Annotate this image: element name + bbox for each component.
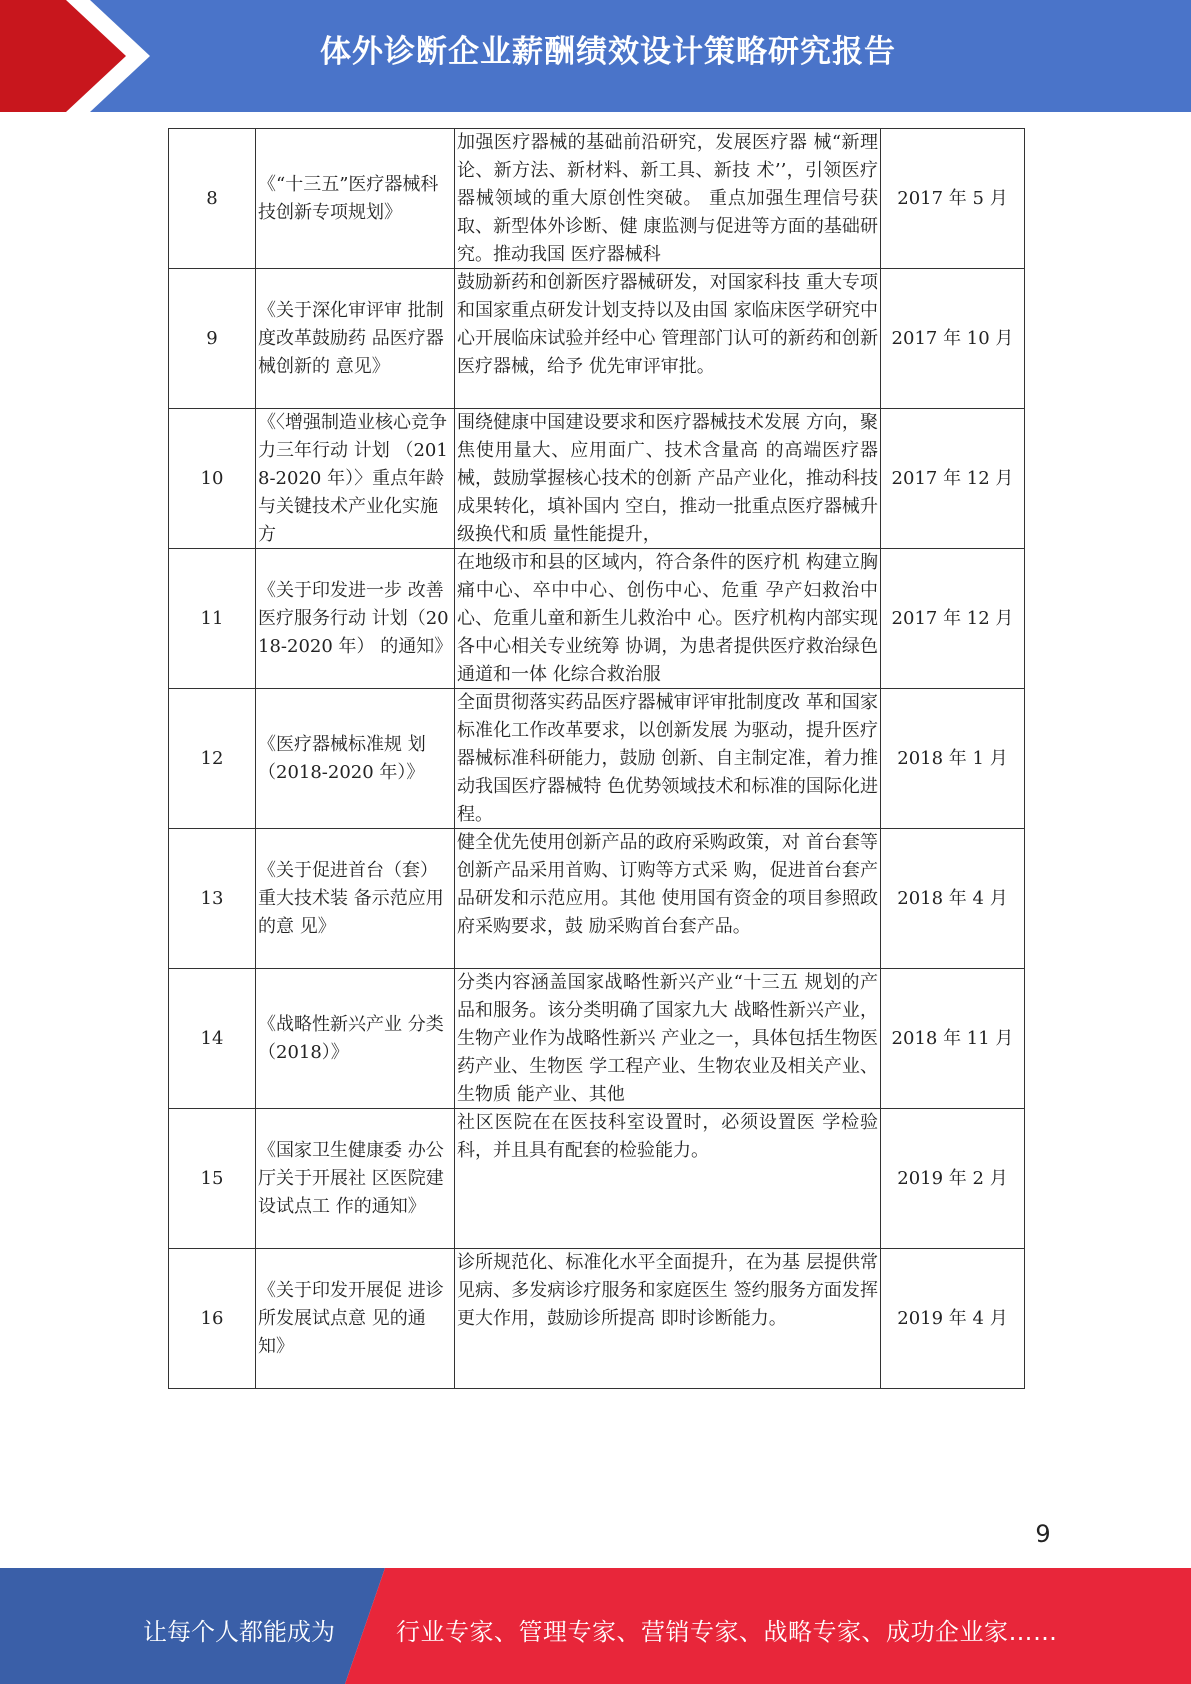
row-index-cell [169,1109,256,1249]
policy-table [168,128,1025,1389]
row-index-cell [169,409,256,549]
policy-date-cell [881,1109,1025,1249]
row-index-cell-text: 8 [206,187,218,209]
policy-description-cell [455,409,881,549]
policy-name-cell-text: 《关于促进首台（套）重大技术装 备示范应用的意 见》 [258,859,444,937]
row-index-cell-text: 11 [200,607,224,629]
policy-description-cell-text: 社区医院在在医技科室设置时，必须设置医 学检验科，并且具有配套的检验能力。 [457,1112,878,1161]
policy-name-cell-text: 《“十三五”医疗器械科技创新专项规划》 [258,173,439,223]
policy-date-cell [881,269,1025,409]
policy-description-cell [455,829,881,969]
policy-date-cell [881,1249,1025,1389]
policy-name-cell-text: 《国家卫生健康委 办公厅关于开展社 区医院建设试点工 作的通知》 [258,1139,444,1217]
policy-description-cell [455,269,881,409]
row-index-cell-text: 13 [200,887,224,909]
policy-description-cell [455,1109,881,1249]
policy-description-cell [455,1249,881,1389]
policy-description-cell-text: 诊所规范化、标准化水平全面提升，在为基 层提供常见病、多发病诊疗服务和家庭医生 签约服务方面发挥更大作用，鼓励诊所提高 即时诊断能力。 [457,1252,878,1329]
row-index-cell [169,1249,256,1389]
policy-name-cell-text: 《关于深化审评审 批制度改革鼓励药 品医疗器械创新的 意见》 [258,299,444,377]
policy-name-cell-text: 《关于印发开展促 进诊所发展试点意 见的通知》 [258,1279,444,1357]
policy-name-cell [256,1249,455,1389]
footer-slogan-left: 让每个人都能成为 [143,1618,335,1646]
policy-description-cell-text: 围绕健康中国建设要求和医疗器械技术发展 方向，聚焦使用量大、应用面广、技术含量高 的高端医疗器械，鼓励掌握核心技术的创新 产品产业化，推动科技成果转化，填补国内 空白，推动一批重点医疗器械升级换代和质 量性能提升， [457,412,878,545]
table-row [169,1109,1025,1249]
policy-description-cell-text: 全面贯彻落实药品医疗器械审评审批制度改 革和国家标准化工作改革要求，以创新发展 为驱动，提升医疗器械标准科研能力，鼓励 创新、自主制定准，着力推动我国医疗器械特 色优势领域技术和标准的国际化进程。 [457,692,878,825]
policy-date-cell [881,829,1025,969]
policy-description-cell-text: 健全优先使用创新产品的政府采购政策，对 首台套等创新产品采用首购、订购等方式采 购，促进首台套产品研发和示范应用。其他 使用国有资金的项目参照政府采购要求，鼓 励采购首台套产品。 [457,832,878,937]
policy-date-cell-text: 2017 年 5 月 [897,187,1008,209]
row-index-cell-text: 12 [200,747,224,769]
policy-date-cell [881,129,1025,269]
policy-name-cell [256,549,455,689]
policy-date-cell-text: 2018 年 4 月 [897,887,1008,909]
policy-date-cell-text: 2019 年 2 月 [897,1167,1008,1189]
policy-date-cell-text: 2018 年 1 月 [897,747,1008,769]
row-index-cell [169,269,256,409]
policy-description-cell-text: 分类内容涵盖国家战略性新兴产业“十三五 规划的产品和服务。该分类明确了国家九大 战略性新兴产业，生物产业作为战略性新兴 产业之一，具体包括生物医药产业、生物医 学工程产业、生物农业及相关产业、生物质 能产业、其他 [457,972,878,1105]
policy-description-cell-text: 鼓励新药和创新医疗器械研发，对国家科技 重大专项和国家重点研发计划支持以及由国 家临床医学研究中心开展临床试验并经中心 管理部门认可的新药和创新医疗器械，给予 优先审评审批。 [457,272,878,377]
table-row [169,969,1025,1109]
policy-name-cell [256,829,455,969]
policy-description-cell [455,689,881,829]
policy-name-cell-text: 《关于印发进一步 改善医疗服务行动 计划（2018-2020 年） 的通知》 [258,579,453,657]
row-index-cell-text: 16 [200,1307,224,1329]
policy-name-cell [256,409,455,549]
policy-name-cell-text: 《医疗器械标准规 划（2018-2020 年）》 [258,733,426,783]
policy-name-cell [256,1109,455,1249]
table-row [169,129,1025,269]
row-index-cell [169,549,256,689]
policy-date-cell [881,689,1025,829]
policy-date-cell [881,549,1025,689]
row-index-cell-text: 10 [200,467,224,489]
report-title: 体外诊断企业薪酬绩效设计策略研究报告 [320,34,896,70]
policy-date-cell-text: 2017 年 10 月 [891,327,1014,349]
policy-name-cell-text: 《战略性新兴产业 分类（2018）》 [258,1013,444,1063]
row-index-cell-text: 15 [200,1167,224,1189]
policy-date-cell-text: 2017 年 12 月 [891,607,1014,629]
policy-description-cell [455,129,881,269]
policy-description-cell-text: 加强医疗器械的基础前沿研究，发展医疗器 械“新理论、新方法、新材料、新工具、新技 术’’，引领医疗器械领域的重大原创性突破。 重点加强生理信号获取、新型体外诊断、健 康监测与促进等方面的基础研究。推动我国 医疗器械科 [457,132,878,265]
row-index-cell-text: 14 [200,1027,224,1049]
row-index-cell-text: 9 [206,327,218,349]
policy-date-cell-text: 2018 年 11 月 [891,1027,1014,1049]
policy-date-cell [881,409,1025,549]
footer-slogan-right: 行业专家、管理专家、营销专家、战略专家、成功企业家…… [396,1618,1058,1646]
policy-name-cell [256,969,455,1109]
row-index-cell [169,129,256,269]
row-index-cell [169,829,256,969]
table-row [169,269,1025,409]
page-header [0,0,1191,112]
table-row [169,549,1025,689]
table-row [169,409,1025,549]
policy-table-body [169,129,1025,1389]
policy-name-cell [256,269,455,409]
policy-description-cell [455,969,881,1109]
policy-name-cell [256,129,455,269]
page-number: 9 [1035,1520,1051,1548]
table-row [169,1249,1025,1389]
table-row [169,829,1025,969]
row-index-cell [169,969,256,1109]
policy-date-cell-text: 2019 年 4 月 [897,1307,1008,1329]
row-index-cell [169,689,256,829]
policy-description-cell-text: 在地级市和县的区域内，符合条件的医疗机 构建立胸痛中心、卒中中心、创伤中心、危重 孕产妇救治中心、危重儿童和新生儿救治中 心。医疗机构内部实现各中心相关专业统筹 协调，为患者提供医疗救治绿色通道和一体 化综合救治服 [457,552,878,685]
policy-name-cell [256,689,455,829]
policy-description-cell [455,549,881,689]
table-row [169,689,1025,829]
policy-name-cell-text: 《〈增强制造业核心竞争力三年行动 计划 （2018-2020 年）〉重点年龄与关键技术产业化实施 方 [258,411,448,545]
page-footer [0,1568,1191,1684]
policy-date-cell [881,969,1025,1109]
policy-date-cell-text: 2017 年 12 月 [891,467,1014,489]
